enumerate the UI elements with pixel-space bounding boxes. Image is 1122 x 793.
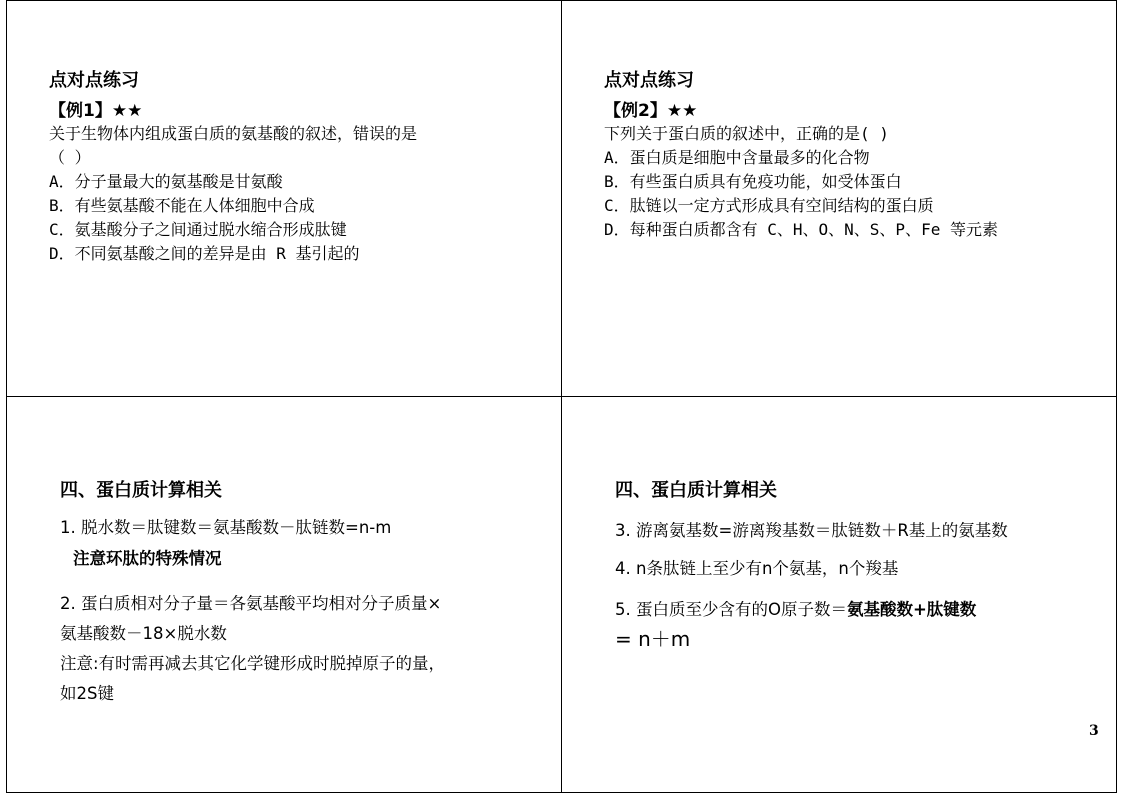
panel2-example-label: 【例2】★★ <box>604 101 698 121</box>
panel2-question: 下列关于蛋白质的叙述中，正确的是( ) <box>604 124 889 143</box>
panel2-option-d: D．每种蛋白质都含有 C、H、O、N、S、P、Fe 等元素 <box>604 220 998 239</box>
right-border <box>1116 0 1117 792</box>
panel1-option-a: A．分子量最大的氨基酸是甘氨酸 <box>49 172 283 191</box>
panel4-item5 <box>615 596 976 620</box>
panel4-item5-result: = n＋m <box>615 627 691 651</box>
panel4-item3: 3. 游离氨基数=游离羧基数＝肽链数＋R基上的氨基数 <box>615 521 1008 540</box>
panel3-note2-line2: 如2S键 <box>60 684 114 703</box>
panel2-title: 点对点练习 <box>604 70 694 91</box>
panel4-item5-bold: 氨基酸数+肽键数 <box>846 600 977 619</box>
panel3-note2-line1: 注意:有时需再减去其它化学键形成时脱掉原子的量， <box>60 654 446 673</box>
panel1-example-label: 【例1】★★ <box>49 101 143 121</box>
panel1-question-line2: （ ） <box>49 148 91 167</box>
panel1-title: 点对点练习 <box>49 70 139 91</box>
panel1-option-b: B．有些氨基酸不能在人体细胞中合成 <box>49 196 315 215</box>
panel1-option-c: C．氨基酸分子之间通过脱水缩合形成肽键 <box>49 220 347 239</box>
center-divider <box>561 0 562 792</box>
panel4-item4: 4. n条肽链上至少有n个氨基，n个羧基 <box>615 559 899 578</box>
panel1-option-d: D．不同氨基酸之间的差异是由 R 基引起的 <box>49 244 360 263</box>
panel2-option-a: A．蛋白质是细胞中含量最多的化合物 <box>604 148 870 167</box>
panel3-item1: 1. 脱水数＝肽键数＝氨基酸数－肽链数=n-m <box>60 518 392 537</box>
panel3-note1: 注意环肽的特殊情况 <box>73 549 222 568</box>
panel3-heading: 四、蛋白质计算相关 <box>60 480 222 501</box>
panel2-option-c: C．肽链以一定方式形成具有空间结构的蛋白质 <box>604 196 934 215</box>
left-border <box>6 0 7 792</box>
panel4-item5-prefix: 5. 蛋白质至少含有的O原子数＝ <box>615 600 847 619</box>
panel4-heading: 四、蛋白质计算相关 <box>615 480 777 501</box>
page-number: 3 <box>1089 723 1099 739</box>
panel3-item2-line1: 2. 蛋白质相对分子量＝各氨基酸平均相对分子质量× <box>60 594 442 613</box>
panel2-option-b: B．有些蛋白质具有免疫功能，如受体蛋白 <box>604 172 902 191</box>
panel3-item2-line2: 氨基酸数－18×脱水数 <box>60 624 227 643</box>
panel1-question-line1: 关于生物体内组成蛋白质的氨基酸的叙述，错误的是 <box>49 124 418 143</box>
